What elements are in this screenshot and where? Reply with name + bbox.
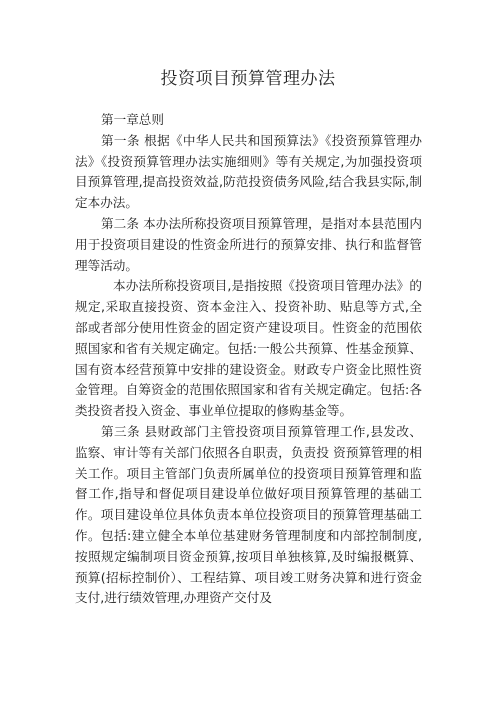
article-3-paragraph: 第三条 县财政部门主管投资项目预算管理工作,县发改、监察、审计等有关部门依照各自职责，负责投 资预算管理的相关工作。项目主管部门负责所属单位的投资项目预算管理和监督工作,指导和督促项目建设单位做好项目预算管理的基础工作。项目建设单位具体负责本单位投资项目的预算管理基础工作。包括:建立健全本单位基建财务管理制度和内部控制制度,按照规定编制项目资金预算,按项目单独核算,及时编报概算、预算(招标控制价）、工程结算、项目竣工财务决算和进行资金支付,进行绩效管理,办理资产交付及: [75, 423, 422, 606]
article-1-paragraph: 第一条 根据《中华人民共和国预算法》《投资预算管理办法》《投资预算管理办法实施细则》等有关规定,为加强投资项目预算管理,提高投资效益,防范投资债务风险,结合我县实际,制定本办法。: [75, 132, 422, 211]
document-body: [75, 110, 422, 609]
article-2-paragraph: 第二条 本办法所称投资项目预算管理，是指对本县范围内用于投资项目建设的性资金所进行的预算安排、执行和监督管理等活动。: [75, 215, 422, 273]
chapter-heading: 第一章总则: [101, 112, 164, 127]
project-definition-paragraph: 本办法所称投资项目,是指按照《投资项目管理办法》的规定,采取直接投资、资本金注入、投资补助、贴息等方式,全部或者部分使用性资金的固定资产建设项目。性资金的范围依照国家和省有关规定确定。包括:一般公共预算、性基金预算、国有资本经营预算中安排的建设资金。财政专户资金比照性资金管理。自筹资金的范围依照国家和省有关规定确定。包括:各类投资者投入资金、事业单位提取的修购基金等。: [75, 278, 422, 419]
document-title: 投资项目预算管理办法: [160, 69, 336, 89]
